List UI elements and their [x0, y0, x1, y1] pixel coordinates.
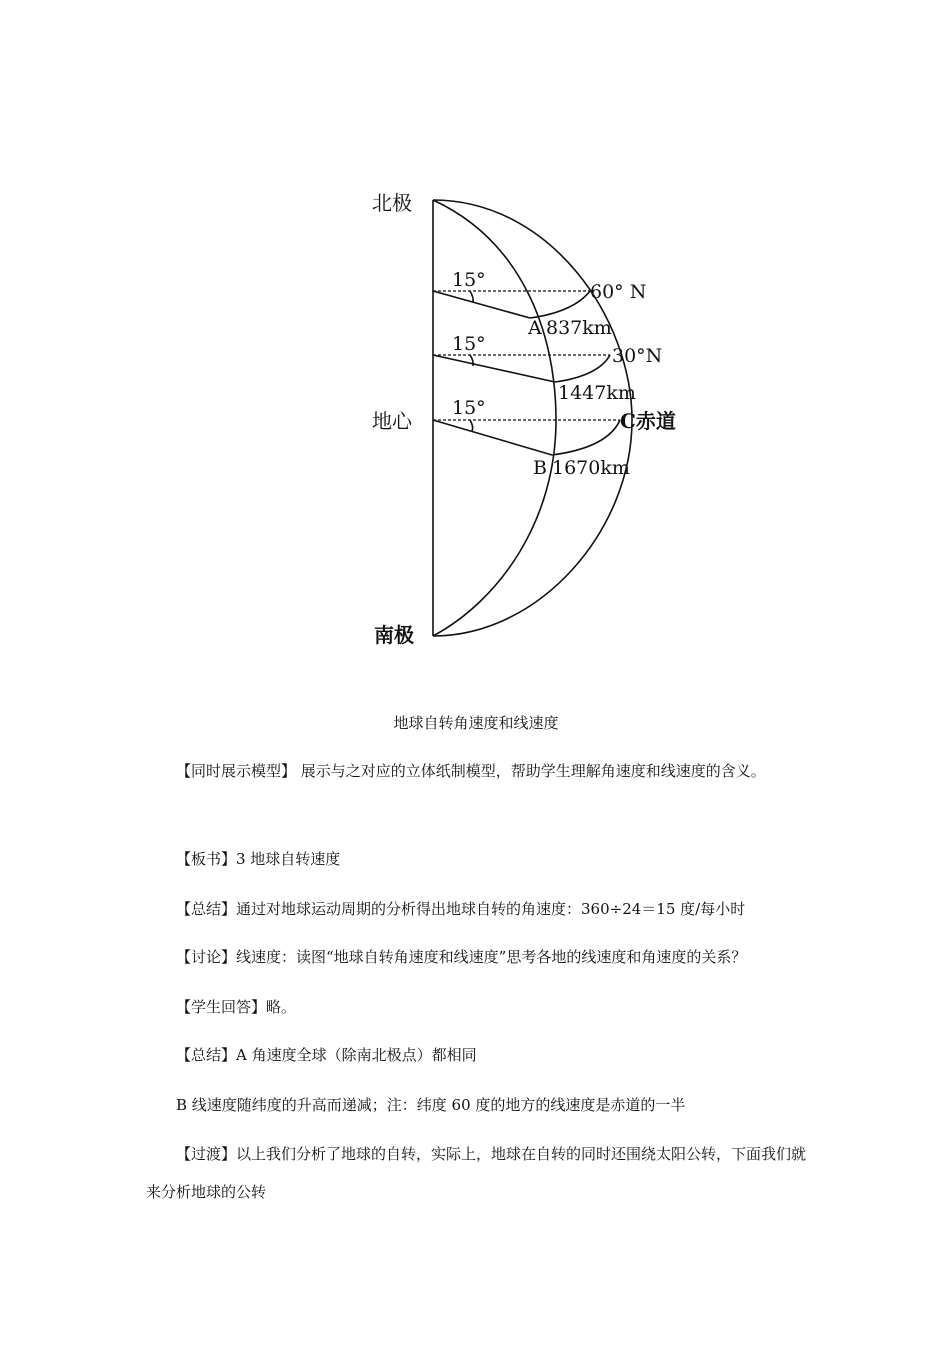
earth-center-label: 地心: [372, 409, 412, 433]
angle-label-equator: 15°: [452, 397, 486, 419]
earth-rotation-diagram: [360, 185, 700, 645]
rotated-radius-60n: [433, 291, 530, 318]
rotated-radius-30n: [433, 355, 555, 382]
speed-equator-label: 1670km: [552, 457, 630, 479]
arc-60n: [530, 291, 590, 318]
speed-60n-label: 837km: [546, 317, 612, 339]
paragraph-summary-b: B 线速度随纬度的升高而递减；注：纬度 60 度的地方的线速度是赤道的一半: [176, 1096, 686, 1114]
north-pole-label: 北极: [372, 191, 412, 215]
paragraph-board: 【板书】3 地球自转速度: [176, 850, 341, 868]
paragraph-summary-angular: 【总结】通过对地球运动周期的分析得出地球自转的角速度：360÷24＝15 度/每小时: [176, 900, 746, 918]
paragraph-discussion: 【讨论】线速度：读图“地球自转角速度和线速度”思考各地的线速度和角速度的关系？: [176, 948, 747, 966]
figure-caption: 地球自转角速度和线速度: [393, 714, 559, 732]
paragraph-transition: 【过渡】以上我们分析了地球的自转，实际上，地球在自转的同时还围绕太阳公转，下面我们就来分析地球的公转: [146, 1145, 807, 1201]
arc-30n: [555, 355, 610, 382]
point-a-label: A: [528, 317, 542, 339]
rotated-radius-equator: [433, 420, 552, 455]
angle-label-30n: 15°: [452, 333, 486, 355]
arc-equator: [552, 420, 620, 455]
angle-mark-60n: [470, 291, 473, 302]
speed-30n-label: 1447km: [558, 382, 636, 404]
south-pole-label: 南极: [374, 623, 414, 645]
paragraph-model: 【同时展示模型】 展示与之对应的立体纸制模型，帮助学生理解角速度和线速度的含义。: [176, 762, 766, 780]
latitude-60n-label: 60° N: [590, 281, 647, 303]
angle-label-60n: 15°: [452, 269, 486, 291]
angle-mark-equator: [470, 420, 473, 431]
paragraph-student-answer: 【学生回答】略。: [176, 998, 297, 1016]
equator-label: C赤道: [620, 409, 676, 433]
point-b-label: B: [533, 457, 547, 479]
latitude-30n-label: 30°N: [612, 345, 663, 367]
paragraph-summary-a: 【总结】A 角速度全球（除南北极点）都相同: [176, 1046, 477, 1064]
